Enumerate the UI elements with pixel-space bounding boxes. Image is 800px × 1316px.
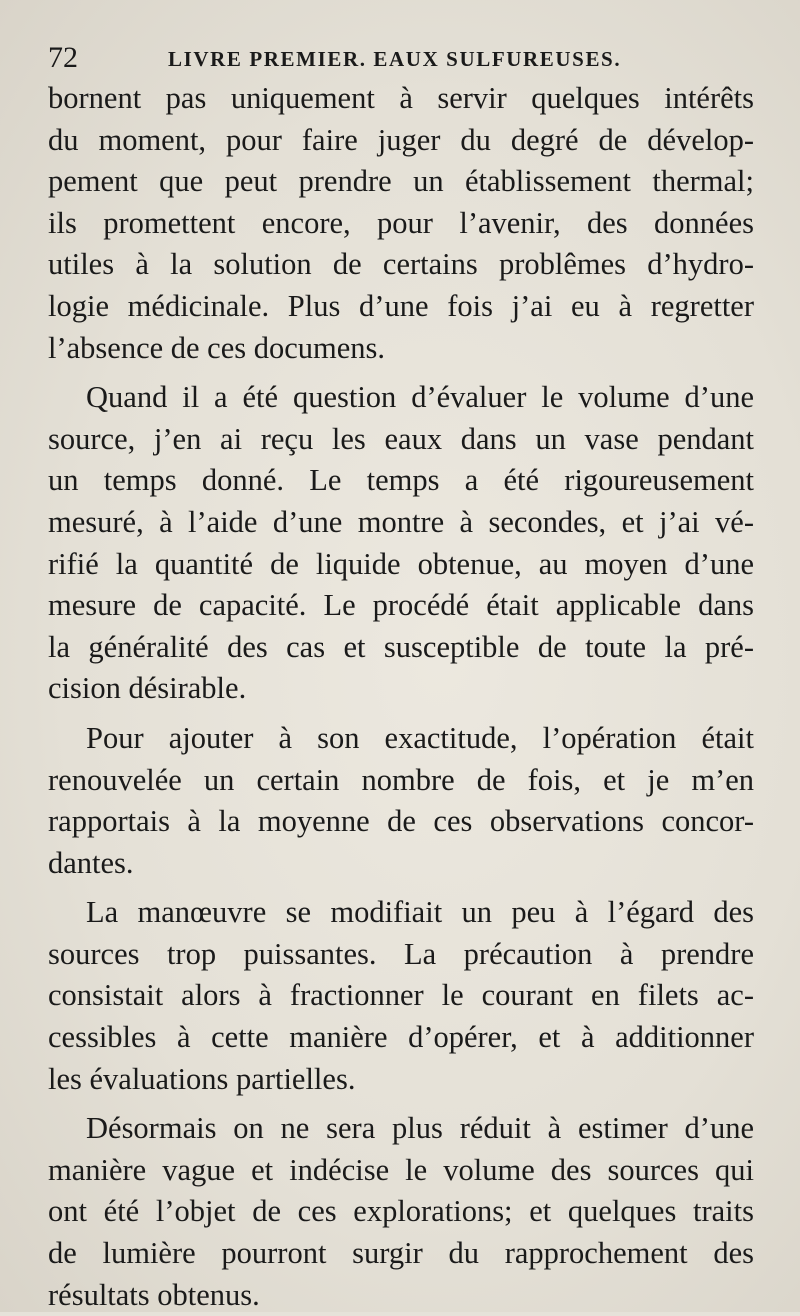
text-line: rifié la quantité de liquide obtenue, au moyen d’une (48, 546, 754, 581)
page-number: 72 (48, 41, 78, 74)
body-text (48, 78, 754, 1316)
paragraph-gap (48, 369, 754, 377)
text-line: mesure de capacité. Le procédé était applicable dans (48, 588, 754, 623)
paragraph-5 (48, 1108, 754, 1316)
text-line: renouvelée un certain nombre de fois, et je m’en (48, 762, 754, 797)
text-line: La manœuvre se modifiait un peu à l’égard des (86, 895, 754, 930)
text-line: la généralité des cas et susceptible de toute la pré- (48, 629, 754, 664)
text-line: source, j’en ai reçu les eaux dans un vase pendant (48, 421, 754, 456)
text-line: un temps donné. Le temps a été rigoureusement (48, 463, 754, 498)
paragraph-gap (48, 710, 754, 718)
text-line: mesuré, à l’aide d’une montre à secondes, et j’ai vé- (48, 504, 754, 539)
text-line: ont été l’objet de ces explorations; et quelques traits (48, 1194, 754, 1229)
running-head (48, 40, 752, 76)
text-line: pement que peut prendre un établissement thermal; (48, 164, 754, 199)
paragraph-gap (48, 1100, 754, 1108)
text-line: résultats obtenus. (48, 1277, 260, 1312)
paragraph-3 (48, 718, 754, 884)
text-line: ils promettent encore, pour l’avenir, des données (48, 205, 754, 240)
text-line: Pour ajouter à son exactitude, l’opération était (86, 720, 754, 755)
paragraph-gap (48, 884, 754, 892)
text-line: utiles à la solution de certains problêmes d’hydro- (48, 247, 754, 282)
text-line: rapportais à la moyenne de ces observations concor- (48, 804, 754, 839)
text-line: cessibles à cette manière d’opérer, et à additionner (48, 1020, 754, 1055)
text-line: de lumière pourront surgir du rapprochement des (48, 1236, 754, 1271)
text-line: bornent pas uniquement à servir quelques intérêts (48, 81, 754, 115)
text-line: dantes. (48, 845, 134, 880)
paragraph-4 (48, 892, 754, 1100)
text-line: sources trop puissantes. La précaution à prendre (48, 936, 754, 971)
text-line: consistait alors à fractionner le courant en filets ac- (48, 978, 754, 1013)
running-title: LIVRE PREMIER. EAUX SULFUREUSES. (168, 47, 622, 71)
text-line: du moment, pour faire juger du degré de dévelop- (48, 122, 754, 157)
text-line: cision désirable. (48, 671, 247, 706)
text-line: manière vague et indécise le volume des sources qui (48, 1152, 754, 1187)
text-line: l’absence de ces documens. (48, 330, 386, 365)
paragraph-2 (48, 377, 754, 710)
text-line: Quand il a été question d’évaluer le volume d’une (86, 380, 754, 415)
text-line: les évaluations partielles. (48, 1061, 356, 1096)
text-line: Désormais on ne sera plus réduit à estimer d’une (86, 1111, 754, 1146)
paragraph-1 (48, 78, 754, 369)
text-line: logie médicinale. Plus d’une fois j’ai eu à regretter (48, 288, 754, 323)
